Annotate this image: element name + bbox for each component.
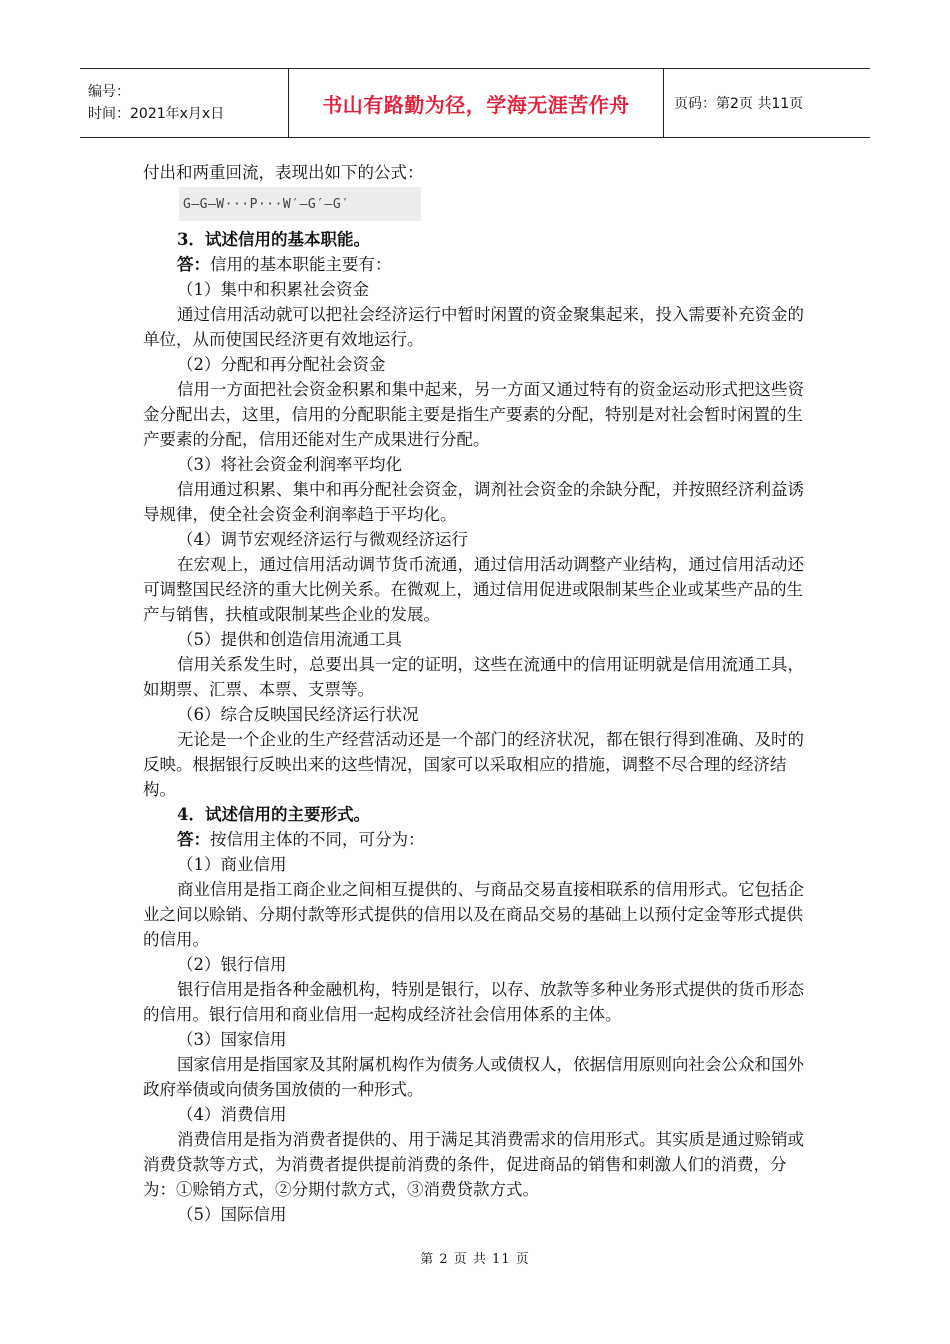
answer-text: 信用的基本职能主要有：	[210, 255, 392, 274]
answer-label: 答：	[177, 255, 210, 274]
header-motto-cell	[288, 69, 664, 137]
answer-text: 按信用主体的不同，可分为：	[210, 830, 425, 849]
header-meta	[80, 69, 288, 137]
paragraph: 银行信用是指各种金融机构，特别是银行，以存、放款等多种业务形式提供的货币形态的信用。银行信用和商业信用一起构成经济社会信用体系的主体。	[143, 980, 804, 1024]
paragraph: 国家信用是指国家及其附属机构作为债务人或债权人，依据信用原则向社会公众和国外政府举债或向债务国放债的一种形式。	[143, 1055, 804, 1099]
paragraph: 在宏观上，通过信用活动调节货币流通，通过信用活动调整产业结构，通过信用活动还可调整国民经济的重大比例关系。在微观上，通过信用促进或限制某些企业或某些产品的生产与销售，扶植或限制某些企业的发展。	[143, 555, 804, 624]
document-number: 编号：	[88, 84, 130, 100]
section-title: （1）商业信用	[177, 855, 287, 874]
question-heading: 4．试述信用的主要形式。	[177, 805, 370, 824]
paragraph: 信用通过积累、集中和再分配社会资金，调剂社会资金的余缺分配，并按照经济利益诱导规律，使全社会资金利润率趋于平均化。	[143, 480, 804, 524]
paragraph: 信用关系发生时，总要出具一定的证明，这些在流通中的信用证明就是信用流通工具，如期票、汇票、本票、支票等。	[143, 655, 804, 699]
answer-intro	[143, 252, 815, 277]
paragraph: 通过信用活动就可以把社会经济运行中暂时闲置的资金聚集起来，投入需要补充资金的单位，从而使国民经济更有效地运行。	[143, 305, 804, 349]
section-title: （2）分配和再分配社会资金	[177, 355, 386, 374]
header-page-number: 页码：第2页 共11页	[674, 96, 804, 112]
header-page-cell	[664, 69, 803, 137]
document-body	[143, 160, 815, 1227]
section-title: （2）银行信用	[177, 955, 287, 974]
answer-intro	[143, 827, 815, 852]
section-title: （3）将社会资金利润率平均化	[177, 455, 402, 474]
section-title: （5）国际信用	[177, 1205, 287, 1224]
paragraph: 商业信用是指工商企业之间相互提供的、与商品交易直接相联系的信用形式。它包括企业之间以赊销、分期付款等形式提供的信用以及在商品交易的基础上以预付定金等形式提供的信用。	[143, 880, 804, 949]
formula-image: G—G—W···P···W′—G′—G′	[179, 187, 421, 221]
document-date: 时间：2021年x月x日	[88, 106, 225, 122]
paragraph: 无论是一个企业的生产经营活动还是一个部门的经济状况，都在银行得到准确、及时的反映。根据银行反映出来的这些情况，国家可以采取相应的措施，调整不尽合理的经济结构。	[143, 730, 804, 799]
section-title: （3）国家信用	[177, 1030, 287, 1049]
section-title: （4）消费信用	[177, 1105, 287, 1124]
page-header	[80, 68, 870, 138]
section-title: （4）调节宏观经济运行与微观经济运行	[177, 530, 468, 549]
section-title: （6）综合反映国民经济运行状况	[177, 705, 419, 724]
paragraph: 消费信用是指为消费者提供的、用于满足其消费需求的信用形式。其实质是通过赊销或消费贷款等方式，为消费者提供提前消费的条件，促进商品的销售和刺激人们的消费，分为：①赊销方式，②分期付款方式，③消费贷款方式。	[143, 1130, 804, 1199]
answer-label: 答：	[177, 830, 210, 849]
page-footer: 第 2 页 共 11 页	[420, 1252, 530, 1267]
section-title: （5）提供和创造信用流通工具	[177, 630, 402, 649]
question-heading: 3．试述信用的基本职能。	[177, 230, 370, 249]
paragraph: 信用一方面把社会资金积累和集中起来，另一方面又通过特有的资金运动形式把这些资金分配出去，这里，信用的分配职能主要是指生产要素的分配，特别是对社会暂时闲置的生产要素的分配，信用还能对生产成果进行分配。	[143, 380, 804, 449]
section-title: （1）集中和积累社会资金	[177, 280, 369, 299]
paragraph: 付出和两重回流，表现出如下的公式：	[143, 163, 424, 182]
header-motto: 书山有路勤为径，学海无涯苦作舟	[322, 92, 630, 117]
